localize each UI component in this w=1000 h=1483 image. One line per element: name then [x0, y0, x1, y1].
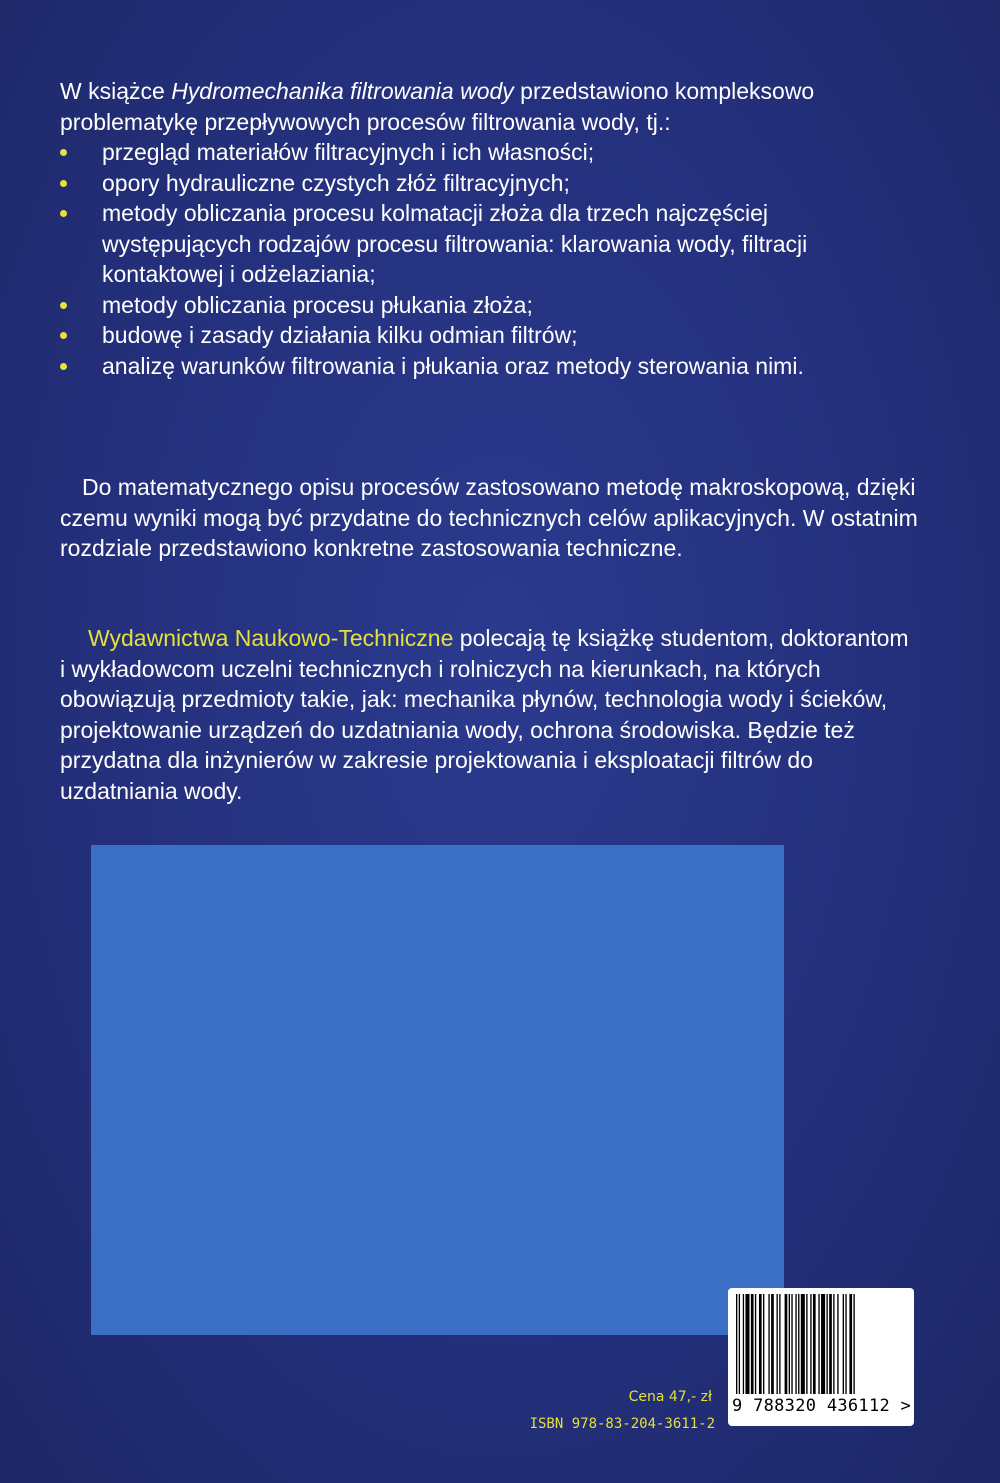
methods-paragraph: Do matematycznego opisu procesów zastosowano metodę makroskopową, dzięki czemu wyniki mogą być przydatne do technicznych celów aplikacyjnych. W ostatnim rozdziale przedstawiono konkretne zastosowania techniczne. — [60, 474, 918, 561]
barcode-bar — [837, 1294, 838, 1394]
bullet-icon — [60, 302, 67, 309]
barcode-bar — [849, 1294, 852, 1394]
list-item-text: metody obliczania procesu płukania złoża; — [102, 291, 533, 318]
bullet-icon — [60, 149, 67, 156]
list-item-text: metody obliczania procesu kolmatacji złoża dla trzech najczęściej występujących rodzajów procesu filtrowania: klarowania wody, filtracji kontaktowej i odżelaziania; — [102, 200, 808, 287]
list-item-text: budowę i zasady działania kilku odmian filtrów; — [102, 322, 578, 348]
list-item — [60, 290, 920, 321]
barcode-bar — [768, 1294, 769, 1394]
recommendation-paragraph — [60, 623, 920, 806]
barcode-bar — [759, 1294, 762, 1394]
list-item-text: analizę warunków filtrowania i płukania oraz metody sterowania nimi. — [102, 352, 804, 379]
bullet-icon — [60, 210, 67, 217]
isbn-label: ISBN 978-83-204-3611-2 — [529, 1416, 715, 1432]
barcode-bar — [763, 1294, 764, 1394]
bullet-icon — [60, 363, 67, 370]
barcode-bar — [853, 1294, 854, 1394]
intro-rest: przedstawiono kompleksowo problematykę przepływowych procesów filtrowania wody, tj.: — [60, 78, 815, 135]
barcode-bar — [818, 1294, 819, 1394]
barcode-bar — [821, 1294, 825, 1394]
barcode-bar — [789, 1294, 790, 1394]
barcode-bar — [806, 1294, 807, 1394]
barcode-bar — [813, 1294, 816, 1394]
barcode-digits: 9 788320 436112 > — [732, 1396, 912, 1416]
feature-list — [60, 137, 920, 381]
barcode-bar — [777, 1294, 778, 1394]
barcode-bar — [743, 1294, 744, 1394]
barcode-bar — [843, 1294, 844, 1394]
publisher-name: Wydawnictwa Naukowo-Techniczne — [88, 625, 454, 651]
intro-prefix: W książce — [60, 78, 172, 104]
list-item — [60, 137, 920, 168]
list-item — [60, 168, 920, 199]
barcode-bar — [745, 1294, 749, 1394]
barcode-bar — [771, 1294, 774, 1394]
barcode-bar — [736, 1294, 737, 1394]
list-item-text: opory hydrauliczne czystych złóż filtracyjnych; — [102, 169, 570, 196]
barcode-bar — [845, 1294, 846, 1394]
book-title: Hydromechanika filtrowania wody — [171, 78, 514, 104]
bullet-icon — [60, 180, 67, 187]
barcode-bar — [739, 1294, 740, 1394]
barcode-bar — [755, 1294, 756, 1394]
barcode-bar — [785, 1294, 788, 1394]
barcode-bar — [826, 1294, 827, 1394]
barcode-bar — [779, 1294, 780, 1394]
recommendation-text: polecają tę książkę studentom, doktorantom i wykładowcom uczelni technicznych i rolniczych na kierunkach, na których obowiązują przedmioty takie, jak: mechanika płynów, technologia wody i ścieków, projektowanie urządzeń do uzdatniania wody, ochrona środowiska. Będzie też przydatna dla inżynierów w zakresie projektowania i eksploatacji filtrów do uzdatniania wody. — [60, 625, 909, 804]
blue-panel — [91, 845, 784, 1335]
price-label: Cena 47,- zł — [628, 1389, 712, 1405]
list-item — [60, 351, 920, 382]
barcode-bar — [810, 1294, 811, 1394]
barcode — [728, 1288, 914, 1426]
list-item-text: przegląd materiałów filtracyjnych i ich własności; — [102, 139, 595, 165]
barcode-bar — [829, 1294, 832, 1394]
barcode-bar — [798, 1294, 799, 1394]
barcode-bar — [833, 1294, 834, 1394]
list-item — [60, 198, 920, 290]
barcode-bars — [734, 1294, 908, 1394]
list-item — [60, 320, 920, 351]
barcode-bar — [751, 1294, 754, 1394]
intro-paragraph — [60, 76, 920, 137]
intro-block — [60, 76, 920, 381]
barcode-bar — [801, 1294, 805, 1394]
barcode-bar — [791, 1294, 792, 1394]
barcode-bar — [795, 1294, 796, 1394]
bullet-icon — [60, 332, 67, 339]
